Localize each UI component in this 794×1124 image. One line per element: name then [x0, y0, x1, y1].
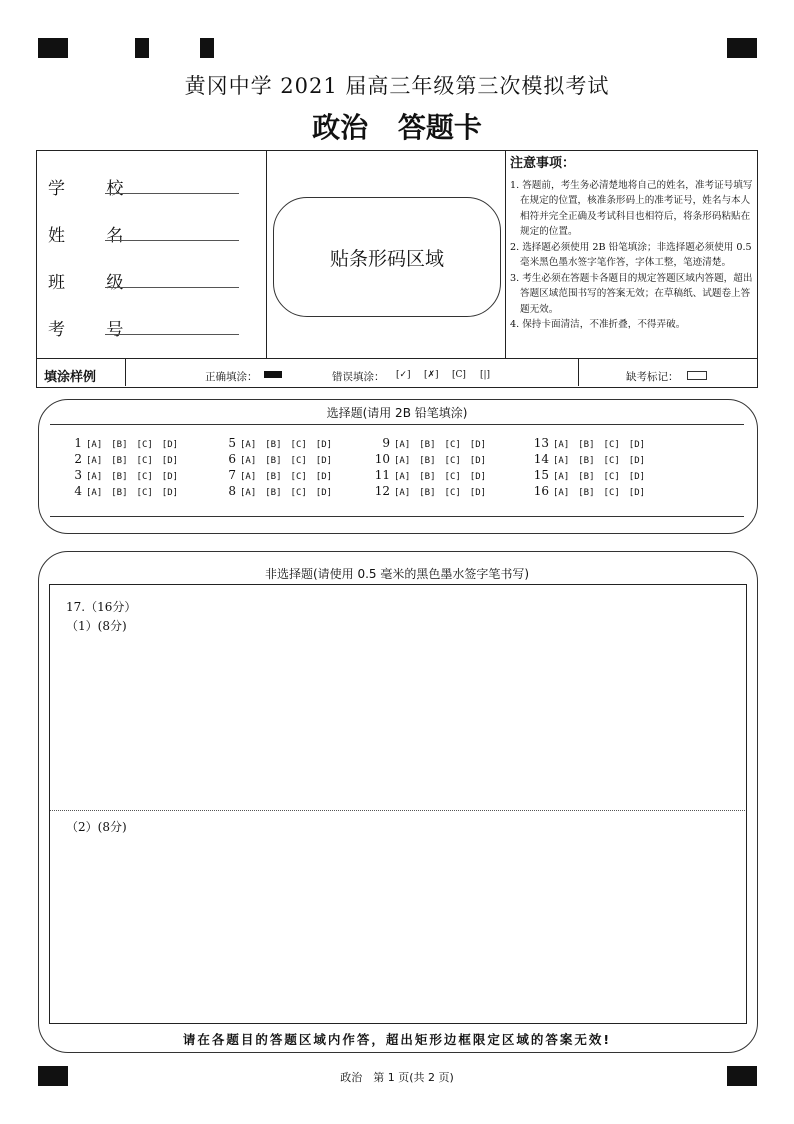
mc-option-bubble[interactable]: [C] — [603, 488, 620, 498]
mc-option-bubble[interactable]: [C] — [603, 440, 620, 450]
page-footer: 政治 第 1 页(共 2 页) — [340, 1071, 454, 1084]
note-item: 2. 选择题必须使用 2B 铅笔填涂；非选择题必须使用 0.5 毫米黑色墨水签字笔作答，字体工整，笔迹清楚。 — [510, 241, 752, 268]
mc-option-bubble[interactable]: [D] — [161, 472, 179, 482]
mc-question-row — [66, 436, 187, 450]
mc-option-bubble[interactable]: [D] — [315, 440, 333, 450]
mc-option-bubble[interactable]: [B] — [111, 456, 128, 466]
absent-mark-label: 缺考标记： — [626, 371, 679, 383]
divider — [50, 424, 744, 425]
mc-option-bubble[interactable]: [A] — [86, 472, 103, 482]
mc-question-row — [533, 484, 654, 498]
school-field[interactable] — [105, 193, 239, 194]
class-label: 班 级 — [48, 273, 142, 293]
mc-option-bubble[interactable]: [B] — [111, 472, 128, 482]
mc-question-row — [220, 436, 341, 450]
mc-option-bubble[interactable]: [B] — [419, 456, 436, 466]
correct-fill-mark — [264, 371, 282, 378]
note-item: 3. 考生必须在答题卡各题目的规定答题区域内答题，超出答题区域范围书写的答案无效；在草稿纸、试题卷上答题无效。 — [510, 272, 753, 315]
wrong-mark-4: [|] — [480, 370, 491, 380]
divider — [505, 150, 506, 358]
dotted-divider — [50, 810, 745, 811]
absent-mark-box[interactable] — [687, 371, 707, 380]
mc-question-number: 6 — [228, 452, 236, 466]
mc-option-bubble[interactable]: [A] — [394, 472, 411, 482]
mc-question-number: 13 — [533, 436, 549, 450]
mc-question-row — [220, 484, 341, 498]
mc-option-bubble[interactable]: [A] — [394, 456, 411, 466]
wrong-mark-3: [C] — [452, 370, 466, 380]
mc-option-bubble[interactable]: [B] — [111, 440, 128, 450]
mc-question-number: 16 — [533, 484, 549, 498]
mc-question-row — [374, 468, 495, 482]
mc-option-bubble[interactable]: [D] — [161, 488, 179, 498]
mc-option-bubble[interactable]: [D] — [469, 472, 487, 482]
mc-option-bubble[interactable]: [B] — [419, 488, 436, 498]
mc-option-bubble[interactable]: [A] — [240, 440, 257, 450]
mc-option-bubble[interactable]: [D] — [628, 472, 646, 482]
mc-option-bubble[interactable]: [C] — [290, 440, 307, 450]
exam-number-label: 考 号 — [48, 320, 142, 340]
mc-question-number: 15 — [533, 468, 549, 482]
mc-option-bubble[interactable]: [B] — [265, 440, 282, 450]
position-mark-top-3 — [200, 38, 214, 58]
mc-option-bubble[interactable]: [C] — [444, 472, 461, 482]
mc-question-number: 9 — [382, 436, 390, 450]
mc-option-bubble[interactable]: [B] — [578, 472, 595, 482]
mc-option-bubble[interactable]: [B] — [265, 472, 282, 482]
mc-option-bubble[interactable]: [B] — [111, 488, 128, 498]
mc-option-bubble[interactable]: [D] — [315, 456, 333, 466]
position-mark-top-right — [727, 38, 757, 58]
answer-box[interactable] — [49, 584, 747, 1024]
mc-question-number: 4 — [74, 484, 82, 498]
mc-option-bubble[interactable]: [C] — [136, 440, 153, 450]
mc-question-number: 10 — [374, 452, 390, 466]
mc-option-bubble[interactable]: [C] — [290, 488, 307, 498]
card-title — [0, 106, 794, 146]
mc-question-number: 2 — [74, 452, 82, 466]
correct-fill-label: 正确填涂： — [205, 371, 258, 383]
question-17-part-2: （2）(8分) — [66, 820, 127, 834]
mc-option-bubble[interactable]: [D] — [628, 488, 646, 498]
mc-option-bubble[interactable]: [B] — [419, 472, 436, 482]
mc-question-number: 3 — [74, 468, 82, 482]
mc-option-bubble[interactable]: [D] — [469, 440, 487, 450]
mc-question-number: 7 — [228, 468, 236, 482]
mc-option-bubble[interactable]: [A] — [394, 440, 411, 450]
mc-option-bubble[interactable]: [C] — [136, 488, 153, 498]
barcode-label: 贴条形码区域 — [329, 247, 444, 270]
note-item: 1. 答题前，考生务必清楚地将自己的姓名，准考证号填写在规定的位置，核准条形码上的准考证号，姓名与本人相符并完全正确及考试科目也相符后，将条形码粘贴在规定的位置。 — [510, 179, 753, 237]
mc-option-bubble[interactable]: [C] — [136, 456, 153, 466]
mc-option-bubble[interactable]: [B] — [578, 440, 595, 450]
sample-label: 填涂样例 — [44, 370, 97, 385]
class-field[interactable] — [105, 287, 239, 288]
mc-option-bubble[interactable]: [A] — [240, 472, 257, 482]
school-label: 学 校 — [48, 179, 142, 199]
mc-question-row — [66, 468, 187, 482]
mc-option-bubble[interactable]: [A] — [553, 472, 570, 482]
mc-option-bubble[interactable]: [B] — [419, 440, 436, 450]
divider — [266, 150, 267, 358]
divider — [50, 516, 744, 517]
mc-option-bubble[interactable]: [C] — [290, 456, 307, 466]
question-17: 17.（16分） — [66, 600, 137, 614]
mc-option-bubble[interactable]: [C] — [290, 472, 307, 482]
mc-question-number: 14 — [533, 452, 549, 466]
mc-option-bubble[interactable]: [A] — [86, 440, 103, 450]
mc-option-bubble[interactable]: [C] — [136, 472, 153, 482]
mc-option-bubble[interactable]: [D] — [628, 456, 646, 466]
name-field[interactable] — [105, 240, 239, 241]
mc-option-bubble[interactable]: [C] — [603, 472, 620, 482]
mc-option-bubble[interactable]: [B] — [578, 488, 595, 498]
mc-option-bubble[interactable]: [A] — [553, 440, 570, 450]
mc-question-row — [533, 436, 654, 450]
notes — [510, 156, 758, 333]
notes-title: 注意事项： — [510, 156, 576, 171]
barcode-area — [273, 197, 501, 317]
mc-option-bubble[interactable]: [D] — [315, 488, 333, 498]
subject-title: 政治 — [312, 111, 369, 144]
mc-option-bubble[interactable]: [A] — [240, 456, 257, 466]
exam-title: 黄冈中学 2021 届高三年级第三次模拟考试 — [184, 74, 610, 98]
mc-question-row — [220, 468, 341, 482]
mc-question-row — [374, 452, 495, 466]
mc-option-bubble[interactable]: [A] — [86, 456, 103, 466]
warning-text: 请在各题目的答题区域内作答，超出矩形边框限定区域的答案无效! — [182, 1032, 612, 1047]
mc-option-bubble[interactable]: [A] — [553, 488, 570, 498]
mc-question-row — [66, 452, 187, 466]
mc-option-bubble[interactable]: [C] — [444, 456, 461, 466]
mc-question-row — [533, 452, 654, 466]
mc-question-number: 1 — [74, 436, 82, 450]
mc-question-number: 5 — [228, 436, 236, 450]
mc-option-bubble[interactable]: [C] — [603, 456, 620, 466]
mc-question-row — [374, 436, 495, 450]
mc-option-bubble[interactable]: [A] — [394, 488, 411, 498]
mc-option-bubble[interactable]: [D] — [315, 472, 333, 482]
mc-question-number: 12 — [374, 484, 390, 498]
answer-card-title: 答题卡 — [397, 111, 482, 144]
mc-question-row — [533, 468, 654, 482]
mc-option-bubble[interactable]: [C] — [444, 488, 461, 498]
wrong-fill-label: 错误填涂： — [332, 371, 385, 383]
wrong-mark-2: [✗] — [424, 370, 439, 380]
mc-title: 选择题(请用 2B 铅笔填涂) — [326, 406, 468, 420]
wrong-mark-1: [✓] — [396, 370, 411, 380]
mc-option-bubble[interactable]: [B] — [578, 456, 595, 466]
note-item: 4. 保持卡面清洁，不准折叠，不得弄破。 — [510, 319, 686, 330]
mc-option-bubble[interactable]: [D] — [469, 488, 487, 498]
mc-option-bubble[interactable]: [B] — [265, 488, 282, 498]
mc-option-bubble[interactable]: [C] — [444, 440, 461, 450]
position-mark-top-2 — [135, 38, 149, 58]
mc-option-bubble[interactable]: [D] — [469, 456, 487, 466]
mc-option-bubble[interactable]: [A] — [553, 456, 570, 466]
exam-number-field[interactable] — [105, 334, 239, 335]
mc-option-bubble[interactable]: [D] — [161, 440, 179, 450]
mc-question-row — [220, 452, 341, 466]
mc-question-row — [66, 484, 187, 498]
mc-question-number: 8 — [228, 484, 236, 498]
divider — [578, 358, 579, 386]
divider — [36, 358, 757, 359]
essay-title: 非选择题(请使用 0.5 毫米的黑色墨水签字笔书写) — [264, 567, 530, 581]
mc-option-bubble[interactable]: [A] — [86, 488, 103, 498]
mc-option-bubble[interactable]: [B] — [265, 456, 282, 466]
mc-question-row — [374, 484, 495, 498]
question-17-part-1: （1）(8分) — [66, 619, 127, 633]
position-mark-top-left — [38, 38, 68, 58]
mc-option-bubble[interactable]: [D] — [628, 440, 646, 450]
mc-option-bubble[interactable]: [D] — [161, 456, 179, 466]
mc-question-number: 11 — [374, 468, 390, 482]
mc-option-bubble[interactable]: [A] — [240, 488, 257, 498]
name-label: 姓 名 — [48, 226, 142, 246]
divider — [125, 358, 126, 386]
